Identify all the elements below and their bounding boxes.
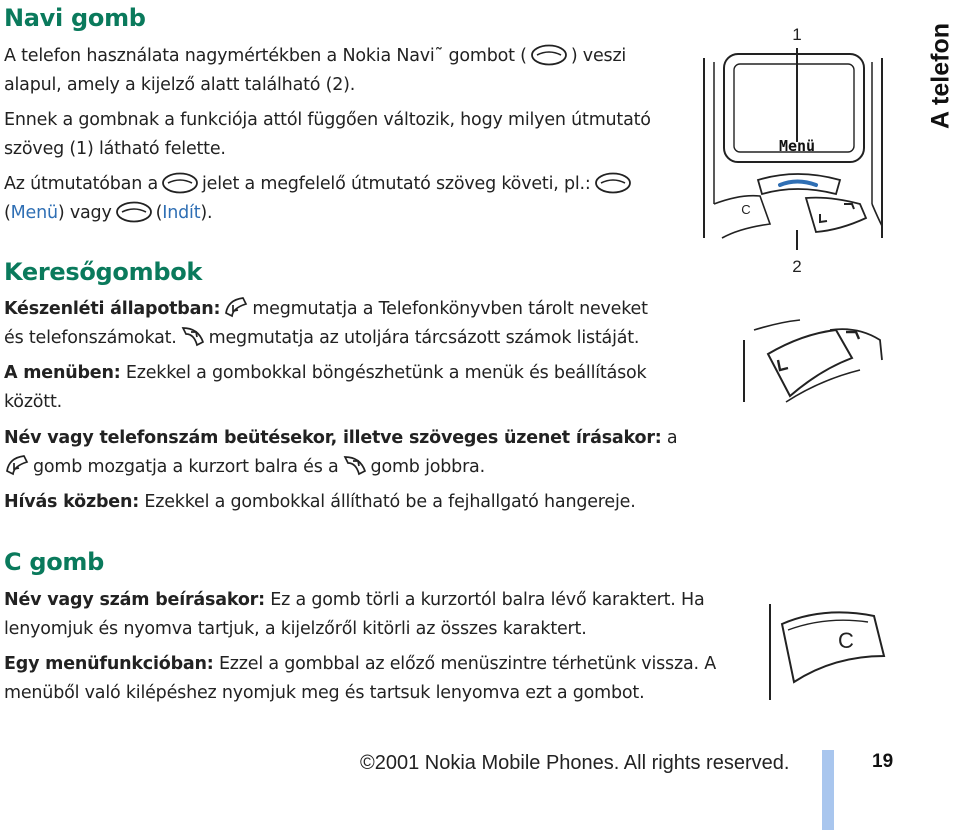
scroll-down-key-icon: [223, 295, 249, 319]
cgomb-heading: C gomb: [4, 548, 105, 576]
scroll-up-key-icon: [180, 324, 206, 348]
navi-key-icon: [594, 172, 632, 194]
scroll-keys-figure: [740, 310, 890, 406]
menu-word: Menü: [10, 203, 58, 223]
c-key-figure: [764, 596, 894, 706]
cgomb-para-2: Egy menüfunkcióban: Ezzel a gombbal az előző menüszintre térhetünk vissza. A menüből való kilépéshez nyomjuk meg és tartsuk lenyomva ezt a gombot.: [4, 654, 716, 703]
scroll-up-key-icon: [342, 453, 368, 477]
navi-heading: Navi gomb: [4, 4, 146, 32]
cgomb-para-1: Név vagy szám beírásakor: Ez a gomb törli a kurzortól balra lévő karaktert. Ha lenyomjuk és nyomva tartjuk, a kijelzőről kitörli az összes karaktert.: [4, 590, 705, 639]
navi-para-3: Az útmutatóban a jelet a megfelelő útmutató szöveg követi, pl.: (Menü) vagy (Indít).: [4, 170, 635, 228]
footer-accent-bar: [822, 750, 834, 830]
footer-copyright: ©2001 Nokia Mobile Phones. All rights reserved.: [360, 752, 790, 774]
side-tab-label: A telefon: [926, 22, 955, 130]
scroll-down-key-icon: [4, 453, 30, 477]
figure-callout-1: 1: [792, 25, 802, 44]
figure-callout-2: 2: [792, 257, 802, 276]
navi-key-icon: [161, 172, 199, 194]
kereso-para-3: Név vagy telefonszám beütésekor, illetve szöveges üzenet írásakor: a gomb mozgatja a kurzort balra és a gomb jobbra.: [4, 428, 678, 477]
kereso-para-4: Hívás közben: Ezekkel a gombokkal állítható be a fejhallgató hangereje.: [4, 492, 636, 512]
navi-para-2: Ennek a gombnak a funkciója attól függően változik, hogy milyen útmutató szöveg (1) látható felette.: [4, 110, 651, 159]
navi-key-icon: [115, 201, 153, 223]
figure-screen-text: Menü: [778, 137, 816, 155]
kereso-para-1: Készenléti állapotban: megmutatja a Telefonkönyvben tárolt neveket és telefonszámokat. megmutatja az utoljára tárcsázott számok listáját.: [4, 295, 648, 353]
figure-c-key: C: [741, 202, 751, 217]
side-tab: [924, 14, 958, 138]
page-number: 19: [872, 751, 894, 772]
kereso-heading: Keresőgombok: [4, 258, 203, 286]
navi-key-icon: [530, 44, 568, 66]
indit-word: Indít: [162, 203, 201, 223]
kereso-para-2: A menüben: Ezekkel a gombokkal böngészhetünk a menük és beállítások között.: [4, 363, 647, 412]
phone-display-figure: [700, 18, 900, 280]
c-key-label: C: [838, 628, 854, 653]
navi-para-1: A telefon használata nagymértékben a Nokia Navi˜ gombot ( ) veszi alapul, amely a kijelző alatt található (2).: [4, 46, 627, 95]
